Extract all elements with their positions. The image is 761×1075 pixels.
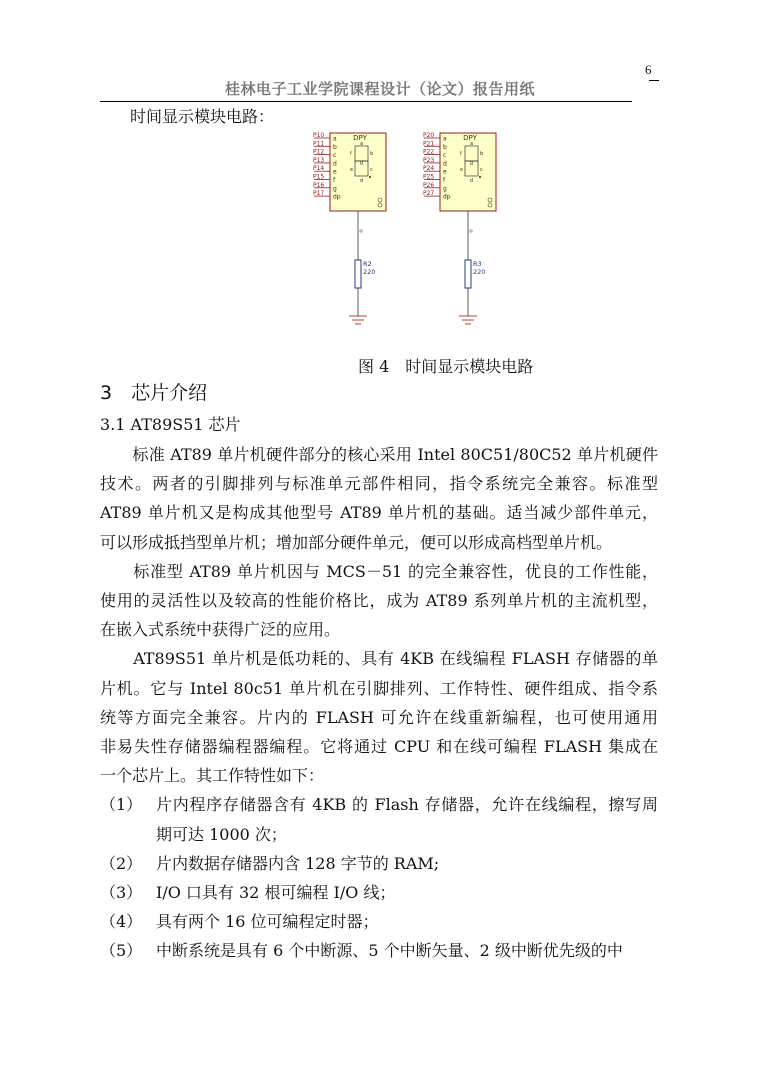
list-number: （3）	[100, 883, 143, 902]
segment-label: a	[333, 135, 337, 143]
pin-label: P17	[313, 190, 325, 198]
pin-label: P21	[423, 140, 435, 148]
seg-c: c	[480, 167, 483, 173]
pin-label: P10	[313, 132, 325, 139]
circuit-intro: 时间显示模块电路：	[130, 107, 275, 126]
pin-label: P15	[313, 173, 325, 181]
resistor	[465, 260, 471, 288]
segment-label: a	[443, 135, 447, 143]
figure-caption: 图 4 时间显示模块电路	[358, 357, 534, 376]
list-item-text: I/O 口具有 32 根可编程 I/O 线；	[156, 883, 396, 902]
seg-b: b	[370, 151, 374, 157]
pin-label: P22	[423, 148, 435, 156]
seg-g: g	[469, 160, 474, 166]
segment-label: g	[333, 185, 337, 193]
pin-label: P20	[423, 132, 435, 139]
paragraph-line: 标准 AT89 单片机硬件部分的核心采用 Intel 80C51/80C52 单片机硬件	[100, 445, 658, 464]
segment-label: g	[443, 185, 447, 193]
seg-a: a	[469, 141, 474, 147]
paragraph-line: 统等方面完全兼容。片内的 FLASH 可允许在线重新编程，也可使用通用	[100, 707, 658, 727]
resistor-label: R3	[473, 260, 482, 268]
paragraph-line: 非易失性存储器编程器编程。它将通过 CPU 和在线可编程 FLASH 集成在	[100, 737, 658, 756]
paragraph-line: 片机。它与 Intel 80c51 单片机在引脚排列、工作特性、硬件组成、指令系	[100, 678, 658, 698]
section-heading: 3 芯片介绍	[100, 382, 208, 404]
segment-label: d	[333, 160, 337, 168]
seg-a: a	[359, 141, 364, 147]
list-item-text: 具有两个 16 位可编程定时器；	[156, 912, 379, 932]
segment-label: c	[333, 152, 337, 160]
seg-e: e	[460, 167, 464, 173]
segment-label: d	[443, 160, 447, 168]
segment-label: b	[443, 143, 447, 151]
seg-f: f	[350, 151, 352, 157]
list-item-text: 片内程序存储器含有 4KB 的 Flash 存储器，允许在线编程，擦写周	[156, 795, 658, 815]
list-number: （5）	[100, 941, 143, 961]
paragraph-line: AT89S51 单片机是低功耗的、具有 4KB 在线编程 FLASH 存储器的单	[100, 649, 658, 669]
seg-c: c	[370, 167, 373, 173]
pin-label: P26	[423, 181, 435, 189]
seg-dp	[369, 176, 371, 178]
list-item-text: 中断系统是具有 6 个中断源、5 个中断矢量、2 级中断优先级的中	[156, 941, 623, 961]
segment-label: dp	[443, 193, 451, 201]
pin-label: P14	[313, 165, 325, 173]
display-title: DPY	[353, 134, 367, 142]
segment-label: dp	[333, 193, 341, 201]
pin-label: P12	[313, 148, 325, 156]
paragraph-line: 在嵌入式系统中获得广泛的应用。	[100, 620, 341, 640]
paragraph-line: AT89 单片机又是构成其他型号 AT89 单片机的基础。适当减少部件单元，	[100, 503, 658, 523]
page-number: 6	[645, 62, 652, 77]
pin-label: P23	[423, 156, 435, 164]
paragraph-line: 使用的灵活性以及较高的性能价格比，成为 AT89 系列单片机的主流机型，	[100, 591, 658, 610]
resistor	[355, 260, 361, 288]
list-item-text: 片内数据存储器内含 128 字节的 RAM;	[156, 853, 440, 873]
display-title: DPY	[463, 134, 477, 142]
pin-label: P13	[313, 156, 325, 164]
list-number: （1）	[100, 795, 143, 815]
resistor-value: 220	[363, 268, 376, 276]
seg-dp	[479, 176, 481, 178]
segment-label: f	[333, 177, 336, 184]
seg-d: d	[469, 178, 474, 184]
segment-label: e	[333, 168, 337, 176]
circuit-diagram	[300, 128, 520, 330]
page-header: 桂林电子工业学院课程设计（论文）报告用纸	[224, 80, 535, 98]
seg-f: f	[460, 151, 462, 157]
segment-label: f	[443, 177, 446, 184]
pin-label: P27	[423, 190, 435, 198]
header-rule	[100, 101, 632, 102]
resistor-label: R2	[363, 260, 372, 268]
seg-b: b	[480, 151, 484, 157]
segment-label: c	[443, 152, 447, 160]
list-number: （2）	[100, 853, 143, 873]
segment-label: b	[333, 143, 337, 151]
paragraph-line: 可以形成抵挡型单片机；增加部分硬件单元，便可以形成高档型单片机。	[100, 532, 613, 552]
pin-label: P25	[423, 173, 435, 181]
pin-label: P16	[313, 181, 325, 189]
seg-d: d	[359, 178, 364, 184]
resistor-value: 220	[473, 268, 486, 276]
segment-label: e	[443, 168, 447, 176]
paragraph-line: 技术。两者的引脚排列与标准单元部件相同，指令系统完全兼容。标准型	[100, 474, 658, 494]
pin-label: P24	[423, 165, 435, 173]
junction	[470, 230, 472, 232]
seg-g: g	[359, 160, 364, 166]
list-number: （4）	[100, 912, 143, 932]
junction	[360, 230, 362, 232]
seg-e: e	[350, 167, 354, 173]
paragraph-line: 标准型 AT89 单片机因与 MCS－51 的完全兼容性，优良的工作性能，	[100, 561, 658, 581]
pin-label: P11	[313, 140, 325, 148]
subsection-heading: 3.1 AT89S51 芯片	[100, 415, 241, 434]
list-item-text: 期可达 1000 次；	[156, 824, 287, 844]
paragraph-line: 一个芯片上。其工作特性如下：	[100, 766, 325, 786]
